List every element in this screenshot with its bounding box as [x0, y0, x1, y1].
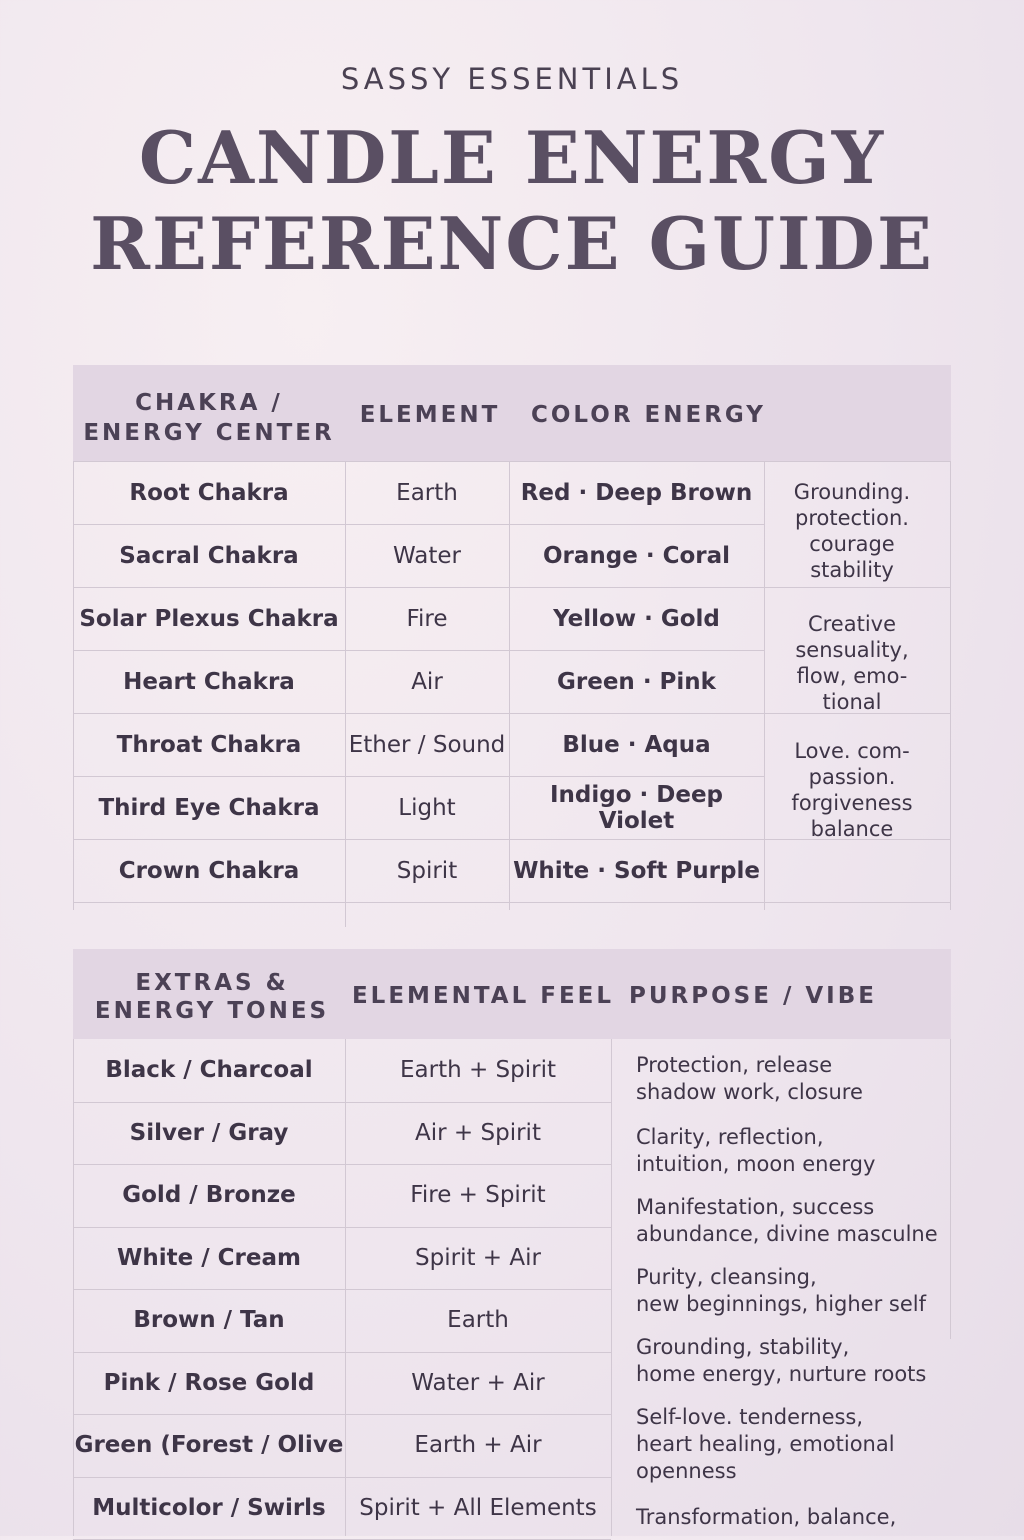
divider — [950, 461, 951, 910]
energy-tone-cell: Black / Charcoal — [105, 1057, 313, 1084]
purpose-line: Grounding, stability, — [636, 1335, 850, 1359]
elemental-feel-cell: Earth + Spirit — [399, 1057, 557, 1084]
energy-tone-cell: Gold / Bronze — [122, 1182, 296, 1209]
chakra-note-1 — [766, 479, 938, 583]
header-elemental-feel: ELEMENTAL FEEL — [351, 983, 615, 1009]
purpose-line: Transformation, balance, — [636, 1505, 897, 1529]
element-cell: Earth — [396, 479, 458, 506]
chakra-table-header — [73, 365, 951, 461]
color-energy-cell: Blue · Aqua — [562, 731, 711, 758]
header-chakra-center — [73, 388, 345, 448]
elemental-feel-cell: Earth — [447, 1307, 509, 1334]
note-line: flow, emo- — [796, 664, 908, 688]
color-energy-cell: Indigo · Deep Violet — [549, 781, 724, 834]
elemental-feel-cell: Air + Spirit — [415, 1119, 541, 1146]
note-line: balance — [810, 817, 894, 841]
header-color-energy: COLOR ENERGY — [531, 402, 766, 428]
purpose-vibe-entry — [636, 1124, 946, 1178]
note-line: Creative — [807, 612, 897, 636]
energy-tone-cell: Green (Forest / Olive — [74, 1432, 344, 1459]
element-cell: Fire — [406, 605, 448, 632]
note-line: stability — [810, 558, 894, 582]
page-title-line-1: CANDLE ENERGY — [138, 115, 886, 200]
purpose-line: shadow work, closure — [636, 1080, 863, 1104]
header-chakra-center-line-1: CHAKRA / — [135, 390, 283, 416]
purpose-line: Self-love. tenderness, — [636, 1405, 864, 1429]
purpose-line: abundance, divine masculne — [636, 1222, 938, 1246]
color-energy-cell: Orange · Coral — [542, 542, 731, 569]
header-chakra-center-line-2: ENERGY CENTER — [83, 420, 335, 446]
element-cell: Ether / Sound — [348, 731, 506, 758]
purpose-line: heart healing, emotional — [636, 1432, 895, 1456]
page-title-line-2: REFERENCE GUIDE — [90, 201, 934, 286]
chakra-center-cell: Root Chakra — [129, 479, 289, 506]
extras-table — [73, 949, 951, 1536]
elemental-feel-cell: Spirit + Air — [415, 1244, 541, 1271]
purpose-list — [73, 949, 951, 1536]
purpose-line: openness — [636, 1459, 737, 1483]
chakra-note-2 — [766, 611, 938, 715]
header-extras-line-2: ENERGY TONES — [94, 998, 330, 1024]
brand-name: SASSY ESSENTIALS — [340, 62, 684, 96]
chakra-center-cell: Third Eye Chakra — [98, 794, 320, 821]
purpose-line: Purity, cleansing, — [636, 1265, 817, 1289]
elemental-feel-cell: Fire + Spirit — [410, 1182, 546, 1209]
note-line: protection. — [795, 506, 909, 530]
color-energy-cell: White · Soft Purple — [513, 857, 760, 884]
purpose-line: home energy, nurture roots — [636, 1362, 927, 1386]
element-cell: Light — [398, 794, 456, 821]
energy-tone-cell: Brown / Tan — [133, 1307, 285, 1334]
chakra-center-cell: Heart Chakra — [123, 668, 295, 695]
note-line: courage — [809, 532, 895, 556]
purpose-line: Manifestation, success — [636, 1195, 875, 1219]
purpose-vibe-entry — [636, 1194, 946, 1248]
chakra-center-cell: Solar Plexus Chakra — [79, 605, 339, 632]
energy-tone-cell: Multicolor / Swirls — [92, 1494, 326, 1521]
elemental-feel-cell: Earth + Air — [414, 1432, 542, 1459]
element-cell: Spirit — [396, 857, 458, 884]
chakra-note-3 — [766, 738, 938, 842]
note-line: tional — [822, 690, 882, 714]
chakra-center-cell: Throat Chakra — [116, 731, 302, 758]
purpose-vibe-entry — [636, 1404, 946, 1485]
purpose-line: intuition, moon energy — [636, 1152, 876, 1176]
energy-tone-cell: Silver / Gray — [129, 1119, 289, 1146]
note-line: sensuality, — [795, 638, 909, 662]
purpose-vibe-entry — [636, 1334, 946, 1388]
color-energy-cell: Red · Deep Brown — [520, 479, 753, 506]
elemental-feel-cell: Water + Air — [411, 1369, 545, 1396]
purpose-line: Clarity, reflection, — [636, 1125, 824, 1149]
header-purpose-vibe: PURPOSE / VIBE — [629, 983, 877, 1009]
note-line: Grounding. — [793, 480, 911, 504]
note-line: passion. — [808, 765, 896, 789]
color-energy-cell: Green · Pink — [557, 668, 716, 695]
purpose-vibe-entry — [636, 1052, 946, 1106]
element-cell: Air — [411, 668, 443, 695]
chakra-center-cell: Sacral Chakra — [119, 542, 299, 569]
note-line: forgiveness — [791, 791, 913, 815]
element-cell: Water — [393, 542, 461, 569]
purpose-vibe-entry — [636, 1264, 946, 1318]
purpose-line: new beginnings, higher self — [636, 1292, 926, 1316]
header-extras-line-1: EXTRAS & — [135, 970, 289, 996]
elemental-feel-cell: Spirit + All Elements — [359, 1494, 597, 1521]
purpose-line: Protection, release — [636, 1053, 833, 1077]
header-element: ELEMENT — [359, 402, 501, 428]
divider — [73, 902, 951, 903]
chakra-center-cell: Crown Chakra — [118, 857, 300, 884]
chakra-table — [73, 365, 951, 910]
energy-tone-cell: Pink / Rose Gold — [103, 1369, 315, 1396]
purpose-vibe-entry — [636, 1504, 946, 1531]
divider — [764, 461, 765, 910]
note-line: Love. com- — [794, 739, 910, 763]
energy-tone-cell: White / Cream — [117, 1244, 301, 1271]
color-energy-cell: Yellow · Gold — [553, 605, 720, 632]
